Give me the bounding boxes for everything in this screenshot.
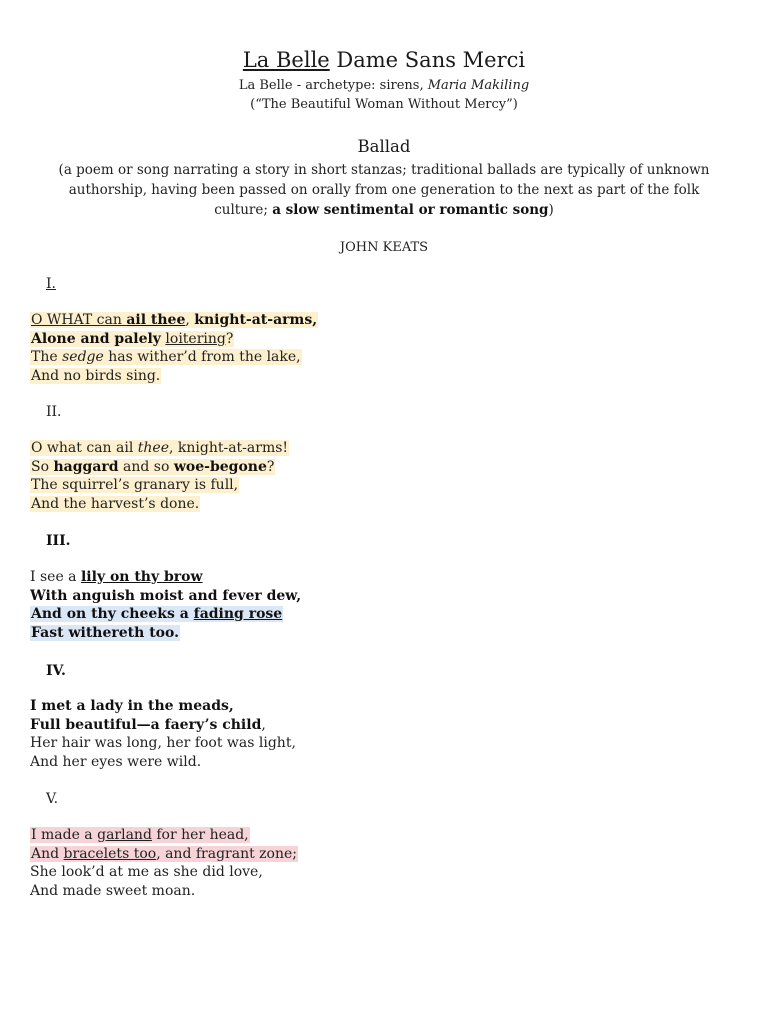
archetype-example: Maria Makiling: [427, 78, 530, 93]
archetype-note: [0, 76, 768, 95]
stanza-5-line-1: I made a garland for her head,: [31, 827, 249, 843]
definition-close: ): [548, 202, 554, 218]
stanza-numeral-5: V.: [46, 791, 59, 807]
stanza-4-line-1: I met a lady in the meads,: [30, 698, 234, 714]
stanza-4-line-2: Full beautiful—a faery’s child,: [30, 716, 266, 733]
stanza-5-line-2: And bracelets too, and fragrant zone;: [31, 845, 298, 862]
stanza-3-line-2: With anguish moist and fever dew,: [30, 587, 302, 604]
stanza-1-line-3: The sedge has wither’d from the lake,: [31, 349, 301, 365]
stanza-5-line-3: She look’d at me as she did love,: [30, 864, 263, 880]
stanza-numeral-4: IV.: [46, 663, 66, 679]
stanza-numeral-1: I.: [46, 276, 56, 292]
archetype-label: La Belle - archetype: sirens,: [238, 78, 428, 93]
stanza-1-line-2: Alone and palely loitering?: [31, 330, 234, 347]
stanza-1-line-4: And no birds sing.: [31, 367, 161, 384]
stanza-2-line-3: The squirrel’s granary is full,: [31, 477, 239, 493]
stanza-2-line-2: So haggard and so woe-begone?: [31, 458, 275, 475]
ballad-definition: [40, 160, 728, 220]
poem-title: [0, 46, 768, 74]
stanza-3-line-1: I see a lily on thy brow: [30, 569, 203, 585]
title-la-belle: La Belle: [242, 48, 330, 72]
stanza-5-line-4: And made sweet moan.: [30, 882, 196, 899]
stanza-3-line-3: And on thy cheeks a fading rose: [31, 606, 283, 622]
title-rest: Dame Sans Merci: [329, 48, 526, 72]
stanza-4-line-3: Her hair was long, her foot was light,: [30, 735, 296, 751]
stanza-3-line-4: Fast withereth too.: [31, 624, 179, 641]
stanza-1-line-1: O WHAT can ail thee, knight-at-arms,: [31, 312, 318, 328]
author-name: JOHN KEATS: [339, 240, 429, 255]
stanza-2-line-1: O what can ail thee, knight-at-arms!: [31, 440, 289, 456]
stanza-numeral-3: III.: [46, 533, 71, 549]
stanza-2-line-4: And the harvest’s done.: [31, 495, 200, 512]
title-translation: (“The Beautiful Woman Without Mercy”): [250, 97, 518, 112]
definition-text: (a poem or song narrating a story in short stanzas; traditional ballads are typically of unknown authorship, having been passed on orally from one generation to the next as part of the folk culture;: [58, 162, 710, 218]
ballad-heading: Ballad: [357, 137, 411, 156]
stanza-4-line-4: And her eyes were wild.: [30, 753, 202, 770]
definition-emphasis: a slow sentimental or romantic song: [272, 202, 549, 218]
stanza-numeral-2: II.: [46, 404, 62, 420]
